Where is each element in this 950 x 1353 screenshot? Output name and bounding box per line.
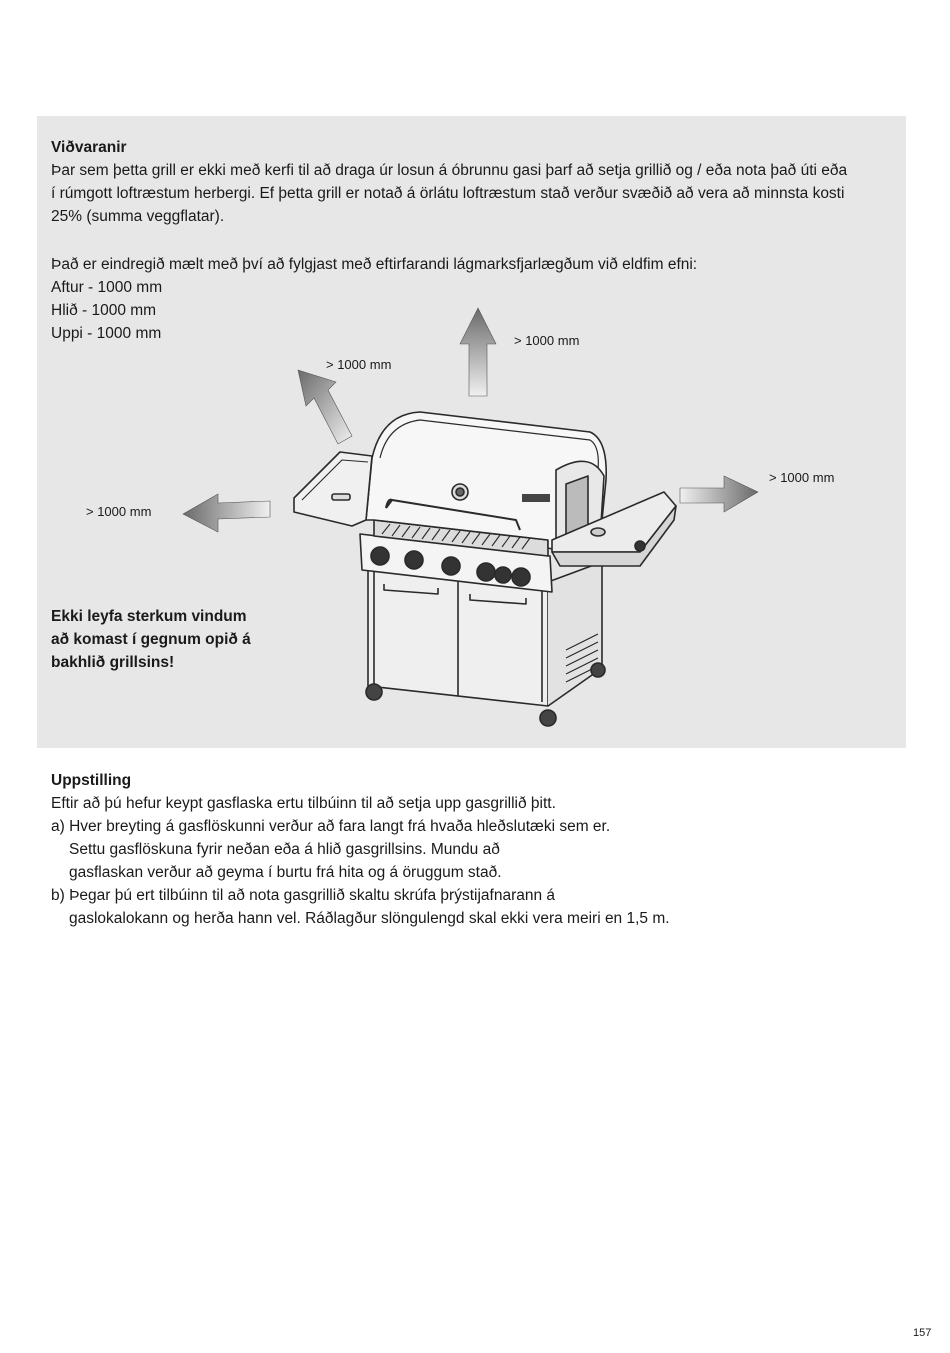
label-left: > 1000 mm (86, 504, 152, 519)
clearance-top: Uppi - 1000 mm (51, 325, 162, 342)
page-number: 157 (913, 1327, 932, 1339)
setup-item-a-line-1: a) Hver breyting á gasflöskunni verður að fara langt frá hvaða hleðslutæki sem er. (51, 818, 611, 835)
ventilation-paragraph (51, 159, 847, 228)
wind-warning (51, 605, 251, 674)
setup-item-b-line-1: b) Þegar þú ert tilbúinn til að nota gasgrillið skaltu skrúfa þrýstijafnarann á (51, 887, 556, 904)
ventilation-heading: Viðvaranir (51, 139, 127, 156)
arrow-left-icon (183, 494, 270, 532)
clearance-back: Aftur - 1000 mm (51, 279, 163, 296)
setup-item-a-line-3: gasflaskan verður að geyma í burtu frá hita og á öruggum stað. (69, 864, 502, 881)
label-right: > 1000 mm (769, 470, 835, 485)
grill-illustration (294, 412, 676, 726)
setup-heading: Uppstilling (51, 772, 132, 789)
setup-item-b (51, 884, 670, 930)
clearance-intro: Það er eindregið mælt með því að fylgjast með eftirfarandi lágmarksfjarlægðum við eldfim efni: (51, 256, 698, 273)
label-top: > 1000 mm (514, 333, 580, 348)
wind-warning-line-1: Ekki leyfa sterkum vindum (51, 608, 247, 625)
clearance-list (51, 276, 162, 345)
setup-item-a (51, 815, 610, 884)
clearance-side: Hlið - 1000 mm (51, 302, 157, 319)
wind-warning-line-2: að komast í gegnum opið á (51, 631, 251, 648)
ventilation-line-2: í rúmgott loftræstum herbergi. Ef þetta grill er notað á örlátu loftræstum stað verður svæðið að vera að minnsta kosti (51, 185, 845, 202)
ventilation-line-1: Þar sem þetta grill er ekki með kerfi til að draga úr losun á óbrunnu gasi þarf að setja grillið og / eða nota það úti eða (51, 162, 848, 179)
setup-item-b-line-2: gaslokalokann og herða hann vel. Ráðlagður slöngulengd skal ekki vera meiri en 1,5 m. (69, 910, 670, 927)
arrow-up-icon (460, 308, 496, 396)
label-back: > 1000 mm (326, 357, 392, 372)
arrow-back-icon (298, 370, 352, 444)
wind-warning-line-3: bakhlið grillsins! (51, 654, 175, 671)
ventilation-line-3: 25% (summa veggflatar). (51, 208, 225, 225)
setup-intro: Eftir að þú hefur keypt gasflaska ertu tilbúinn til að setja upp gasgrillið þitt. (51, 795, 556, 812)
arrow-right-icon (680, 476, 758, 512)
setup-item-a-line-2: Settu gasflöskuna fyrir neðan eða á hlið gasgrillsins. Mundu að (69, 841, 500, 858)
